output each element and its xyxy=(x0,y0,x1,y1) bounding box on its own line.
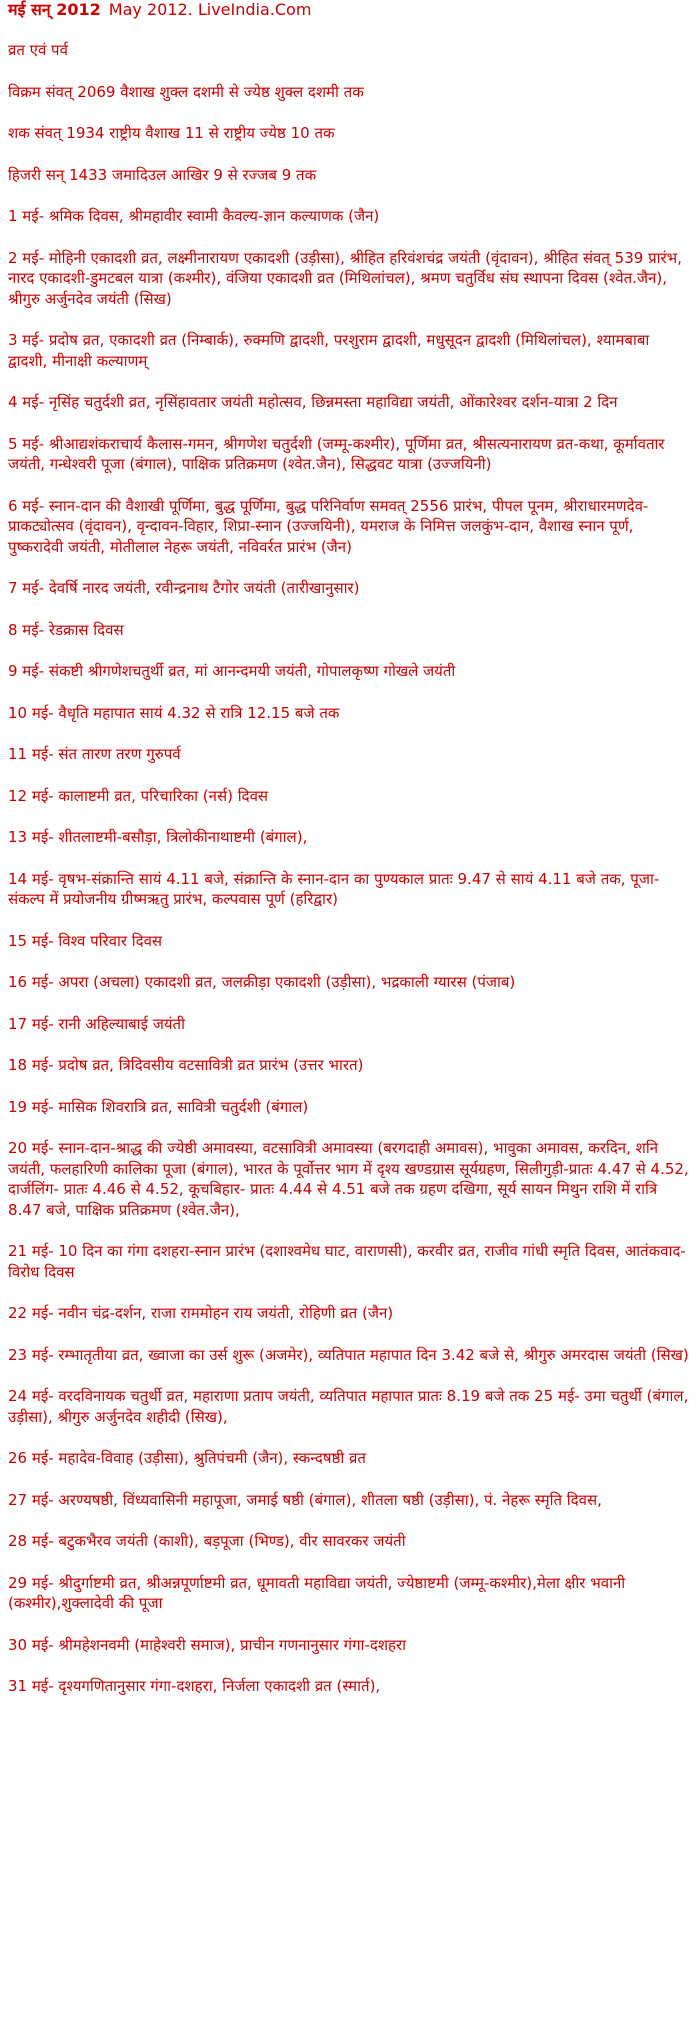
list-item: 5 मई- श्रीआद्यशंकराचार्य कैलास-गमन, श्रीगणेश चतुर्दशी (जम्मू-कश्मीर), पूर्णिमा व्रत, श्रीसत्यनारायण व्रत-कथा, कूर्मावतार जयंती, गन्धेश्वरी पूजा (बंगाल), पाक्षिक प्रतिक्रमण (श्वेत.जैन), सिद्धवट यात्रा (उज्जयिनी) xyxy=(8,434,665,473)
list-item: 26 मई- महादेव-विवाह (उड़ीसा), श्रुतिपंचमी (जैन), स्कन्दषष्ठी व्रत xyxy=(8,1449,366,1467)
page-title xyxy=(8,0,692,20)
list-item: 16 मई- अपरा (अचला) एकादशी व्रत, जलक्रीड़ा एकादशी (उड़ीसा), भद्रकाली ग्यारस (पंजाब) xyxy=(8,973,516,991)
festival-list xyxy=(8,206,692,1697)
list-item: 6 मई- स्नान-दान की वैशाखी पूर्णिमा, बुद्ध पूर्णिमा, बुद्ध परिनिर्वाण समवत् 2556 प्रारंभ, पीपल पूनम, श्रीराधारमणदेव-प्राकट्योत्सव (वृंदावन), वृन्दावन-विहार, शिप्रा-स्नान (उज्जयिनी), यमराज के निमित्त जलकुंभ-दान, वैशाख स्नान पूर्ण, पुष्करादेवी जयंती, मोतीलाल नेहरू जयंती, नविवर्रत प्रारंभ (जैन) xyxy=(8,496,649,556)
title-english: May 2012. LiveIndia.Com xyxy=(108,0,312,19)
list-item: 9 मई- संकष्टी श्रीगणेशचतुर्थी व्रत, मां आनन्दमयी जयंती, गोपालकृष्ण गोखले जयंती xyxy=(8,662,456,680)
list-item: 20 मई- स्नान-दान-श्राद्ध की ज्येष्ठी अमावस्या, वटसावित्री अमावस्या (बरगदाही अमावस), भावुका अमावस, करदिन, शनि जयंती, फलहारिणी कालिका पूजा (बंगाल), भारत के पूर्वोत्तर भाग में दृश्य खण्डग्रास सूर्यग्रहण, सिलीगुड़ी-प्रातः 4.47 से 4.52, दार्जलिंग- प्रातः 4.46 से 4.52, कूचबिहार- प्रातः 4.44 से 4.51 बजे तक ग्रहण दखिगा, सूर्य सायन मिथुन राशि में रात्रि 8.47 बजे, पाक्षिक प्रतिक्रमण (श्वेत.जैन), xyxy=(8,1139,689,1219)
list-item: 7 मई- देवर्षि नारद जयंती, रवीन्द्रनाथ टैगोर जयंती (तारीखानुसार) xyxy=(8,579,360,597)
list-item: 3 मई- प्रदोष व्रत, एकादशी व्रत (निम्बार्क), रुक्मणि द्वादशी, परशुराम द्वादशी, मधुसूदन द्वादशी (मिथिलांचल), श्यामबाबा द्वादशी, मीनाक्षी कल्याणम् xyxy=(8,331,650,370)
section-heading: व्रत एवं पर्व xyxy=(8,41,68,59)
list-item: 30 मई- श्रीमहेशनवमी (माहेश्वरी समाज), प्राचीन गणनानुसार गंगा-दशहरा xyxy=(8,1635,407,1654)
vikram-samvat-line: विक्रम संवत् 2069 वैशाख शुक्ल दशमी से ज्येष्ठ शुक्ल दशमी तक xyxy=(8,82,364,101)
list-item: 8 मई- रेडक्रास दिवस xyxy=(8,620,124,639)
list-item: 15 मई- विश्व परिवार दिवस xyxy=(8,931,163,950)
list-item: 1 मई- श्रमिक दिवस, श्रीमहावीर स्वामी कैवल्य-ज्ञान कल्याणक (जैन) xyxy=(8,207,380,225)
list-item: 2 मई- मोहिनी एकादशी व्रत, लक्ष्मीनारायण एकादशी (उड़ीसा), श्रीहित हरिवंशचंद्र जयंती (वृंदावन), श्रीहित संवत् 539 प्रारंभ, नारद एकादशी-डुमटबल यात्रा (कश्मीर), वंजिया एकादशी व्रत (मिथिलांचल), श्रमण चतुर्विध संघ स्थापना दिवस (श्वेत.जैन), श्रीगुरु अर्जुनदेव जयंती (सिख) xyxy=(8,248,682,308)
shaka-samvat-line: शक संवत् 1934 राष्ट्रीय वैशाख 11 से राष्ट्रीय ज्येष्ठ 10 तक xyxy=(8,124,335,142)
list-item: 28 मई- बटुकभैरव जयंती (काशी), बड़पूजा (भिण्ड), वीर सावरकर जयंती xyxy=(8,1532,406,1550)
list-item: 29 मई- श्रीदुर्गाष्टमी व्रत, श्रीअन्नपूर्णाष्टमी व्रत, धूमावती महाविद्या जयंती, ज्येष्ठाष्टमी (जम्मू-कश्मीर),मेला क्षीर भवानी (कश्मीर),शुक्लादेवी की पूजा xyxy=(8,1573,626,1612)
list-item: 18 मई- प्रदोष व्रत, त्रिदिवसीय वटसावित्री व्रत प्रारंभ (उत्तर भारत) xyxy=(8,1056,364,1074)
title-hindi: मई सन् 2012 xyxy=(8,0,101,19)
list-item: 24 मई- वरदविनायक चतुर्थी व्रत, महाराणा प्रताप जयंती, व्यतिपात महापात प्रातः 8.19 बजे तक 25 मई- उमा चतुर्थी (बंगाल, उड़ीसा), श्रीगुरु अर्जुनदेव शहीदी (सिख), xyxy=(8,1387,689,1426)
list-item: 23 मई- रम्भातृतीया व्रत, ख्वाजा का उर्स शुरू (अजमेर), व्यतिपात महापात दिन 3.42 बजे से, श्रीगुरु अमरदास जयंती (सिख) xyxy=(8,1345,689,1364)
list-item: 14 मई- वृषभ-संक्रान्ति सायं 4.11 बजे, संक्रान्ति के स्नान-दान का पुण्यकाल प्रातः 9.47 से सायं 4.11 बजे तक, पूजा-संकल्प में प्रयोजनीय ग्रीष्मऋतु प्रारंभ, कल्पवास पूर्ण (हरिद्वार) xyxy=(8,869,660,908)
list-item: 19 मई- मासिक शिवरात्रि व्रत, सावित्री चतुर्दशी (बंगाल) xyxy=(8,1097,309,1116)
list-item: 22 मई- नवीन चंद्र-दर्शन, राजा राममोहन राय जयंती, रोहिणी व्रत (जैन) xyxy=(8,1304,394,1322)
hijri-line: हिजरी सन् 1433 जमादिउल आखिर 9 से रज्जब 9 तक xyxy=(8,165,317,184)
list-item: 17 मई- रानी अहिल्याबाई जयंती xyxy=(8,1014,185,1033)
list-item: 31 मई- दृश्यगणितानुसार गंगा-दशहरा, निर्जला एकादशी व्रत (स्मार्त), xyxy=(8,1677,381,1695)
list-item: 21 मई- 10 दिन का गंगा दशहरा-स्नान प्रारंभ (दशाश्वमेध घाट, वाराणसी), करवीर व्रत, राजीव गांधी स्मृति दिवस, आतंकवाद-विरोध दिवस xyxy=(8,1242,686,1281)
list-item: 11 मई- संत तारण तरण गुरुपर्व xyxy=(8,745,181,763)
list-item: 13 मई- शीतलाष्टमी-बसौड़ा, त्रिलोकीनाथाष्टमी (बंगाल), xyxy=(8,828,308,846)
list-item: 4 मई- नृसिंह चतुर्दशी व्रत, नृसिंहावतार जयंती महोत्सव, छिन्नमस्ता महाविद्या जयंती, ओंकारेश्वर दर्शन-यात्रा 2 दिन xyxy=(8,393,618,411)
list-item: 27 मई- अरण्यषष्ठी, विंध्यवासिनी महापूजा, जमाई षष्ठी (बंगाल), शीतला षष्ठी (उड़ीसा), पं. नेहरू स्मृति दिवस, xyxy=(8,1490,602,1509)
list-item: 10 मई- वैधृति महापात सायं 4.32 से रात्रि 12.15 बजे तक xyxy=(8,703,340,722)
list-item: 12 मई- कालाष्टमी व्रत, परिचारिका (नर्स) दिवस xyxy=(8,786,269,805)
